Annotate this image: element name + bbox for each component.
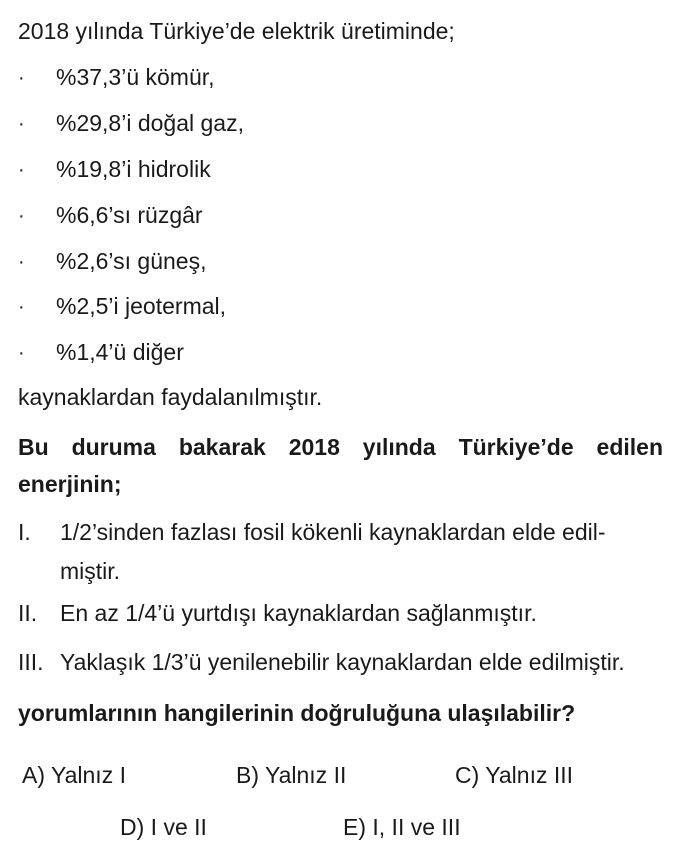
source-natural-gas: %29,8’i doğal gaz, (56, 110, 244, 136)
option-c[interactable]: C) Yalnız III (455, 762, 574, 788)
option-d[interactable]: D) I ve II (120, 814, 207, 840)
bullet-symbol: · (18, 159, 25, 181)
statement-numeral-i: I. (18, 519, 31, 545)
statement-iii-text: Yaklaşık 1/3’ü yenilenebilir kaynaklardan elde edilmiştir. (60, 649, 625, 675)
source-other: %1,4’ü diğer (56, 339, 184, 365)
bullet-symbol: · (18, 342, 25, 364)
outro-text: kaynaklardan faydalanılmıştır. (18, 384, 323, 410)
statement-numeral-ii: II. (18, 600, 38, 626)
bullet-symbol: · (18, 205, 25, 227)
source-solar: %2,6’sı güneş, (56, 248, 207, 274)
intro-text: 2018 yılında Türkiye’de elektrik üretiminde; (18, 18, 455, 44)
source-wind: %6,6’sı rüzgâr (56, 202, 203, 228)
bullet-symbol: · (18, 113, 25, 135)
bullet-symbol: · (18, 67, 25, 89)
statement-numeral-iii: III. (18, 649, 44, 675)
bullet-symbol: · (18, 296, 25, 318)
statement-i-line-2: miştir. (60, 558, 121, 584)
option-e[interactable]: E) I, II ve III (343, 814, 461, 840)
statement-i-line-1: 1/2’sinden fazlası fosil kökenli kaynaklardan elde edil- (60, 519, 606, 545)
bullet-symbol: · (18, 251, 25, 273)
question-line-2: enerjinin; (18, 471, 122, 497)
question-line-1: Bu duruma bakarak 2018 yılında Türkiye’de edilen (18, 434, 663, 460)
source-geothermal: %2,5’i jeotermal, (56, 293, 227, 319)
source-coal: %37,3’ü kömür, (56, 64, 215, 90)
question-prompt: yorumlarının hangilerinin doğruluğuna ulaşılabilir? (18, 700, 576, 726)
option-a[interactable]: A) Yalnız I (22, 762, 126, 788)
source-hydro: %19,8’i hidrolik (56, 156, 211, 182)
option-b[interactable]: B) Yalnız II (236, 762, 347, 788)
statement-ii-text: En az 1/4’ü yurtdışı kaynaklardan sağlanmıştır. (60, 600, 537, 626)
